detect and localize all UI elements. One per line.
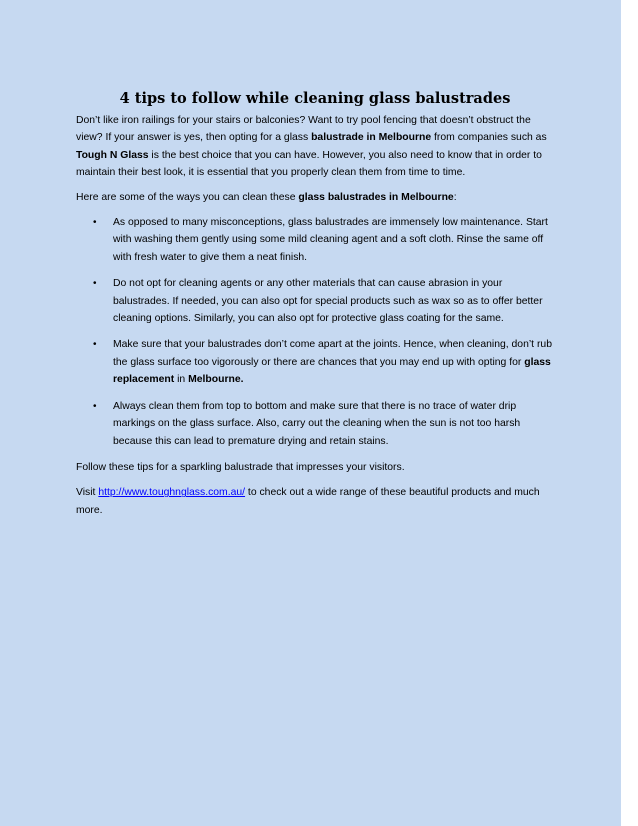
bullet-icon: • (93, 217, 97, 229)
intro-text-3: is the best choice that you can have. However, you also need to know that in order to maintain their best look, it is essential that you properly clean them from time to time. (76, 149, 542, 179)
website-link[interactable]: http://www.toughnglass.com.au/ (98, 487, 246, 499)
intro-text-1: Don’t like iron railings for your stairs or balconies? Want to try pool fencing that doesn’t obstruct the view? If your answer is yes, then opting for a glass (76, 115, 531, 144)
tip-item-3 (76, 336, 554, 388)
lead-paragraph (76, 189, 554, 206)
intro-text-2: from companies such as (431, 132, 547, 144)
intro-paragraph (76, 112, 554, 182)
tip-3-text-1: Make sure that your balustrades don’t come apart at the joints. Hence, when cleaning, don’t rub the glass surface too vigorously or there are chances that you may end up with opting for (113, 339, 552, 368)
visit-text-1: Visit (76, 487, 99, 499)
visit-paragraph (76, 484, 554, 519)
document-title: 4 tips to follow while cleaning glass balustrades (119, 90, 511, 107)
lead-text-1: Here are some of the ways you can clean these (76, 191, 299, 203)
tip-3-bold-1: glass replacement (113, 356, 551, 386)
intro-bold-balustrade: balustrade in Melbourne (311, 132, 432, 144)
tip-3-bold-2: Melbourne. (188, 374, 244, 386)
tip-item-4 (76, 398, 554, 450)
tip-4-text: Always clean them from top to bottom and make sure that there is no trace of water drip markings on the glass surface. Also, carry out the cleaning when the sun is not too harsh because this can lead to premature drying and retain stains. (113, 400, 521, 447)
bullet-icon: • (93, 339, 97, 351)
tip-1-text: As opposed to many misconceptions, glass balustrades are immensely low maintenance. Start with washing them gently using some mild cleaning agent and a soft cloth. Rinse the same off with fresh water to give them a neat finish. (113, 217, 548, 263)
tip-3-text-2: in (174, 374, 189, 386)
intro-bold-company: Tough N Glass (76, 149, 149, 161)
lead-text-2: : (453, 191, 457, 203)
tip-2-text: Do not opt for cleaning agents or any other materials that can cause abrasion in your balustrades. If needed, you can also opt for special products such as wax so as to offer better cleaning options. Similarly, you can also opt for protective glass coating for the same. (113, 278, 543, 325)
tip-item-1 (76, 214, 554, 266)
tips-list (76, 214, 554, 450)
tip-item-2 (76, 275, 554, 327)
lead-bold: glass balustrades in Melbourne (298, 191, 454, 203)
visit-text-2: to check out a wide range of these beautiful products and much more. (76, 487, 540, 516)
document-body (76, 90, 554, 527)
bullet-icon: • (93, 278, 97, 290)
closing-paragraph: Follow these tips for a sparkling balustrade that impresses your visitors. (76, 461, 405, 473)
bullet-icon: • (93, 400, 97, 412)
